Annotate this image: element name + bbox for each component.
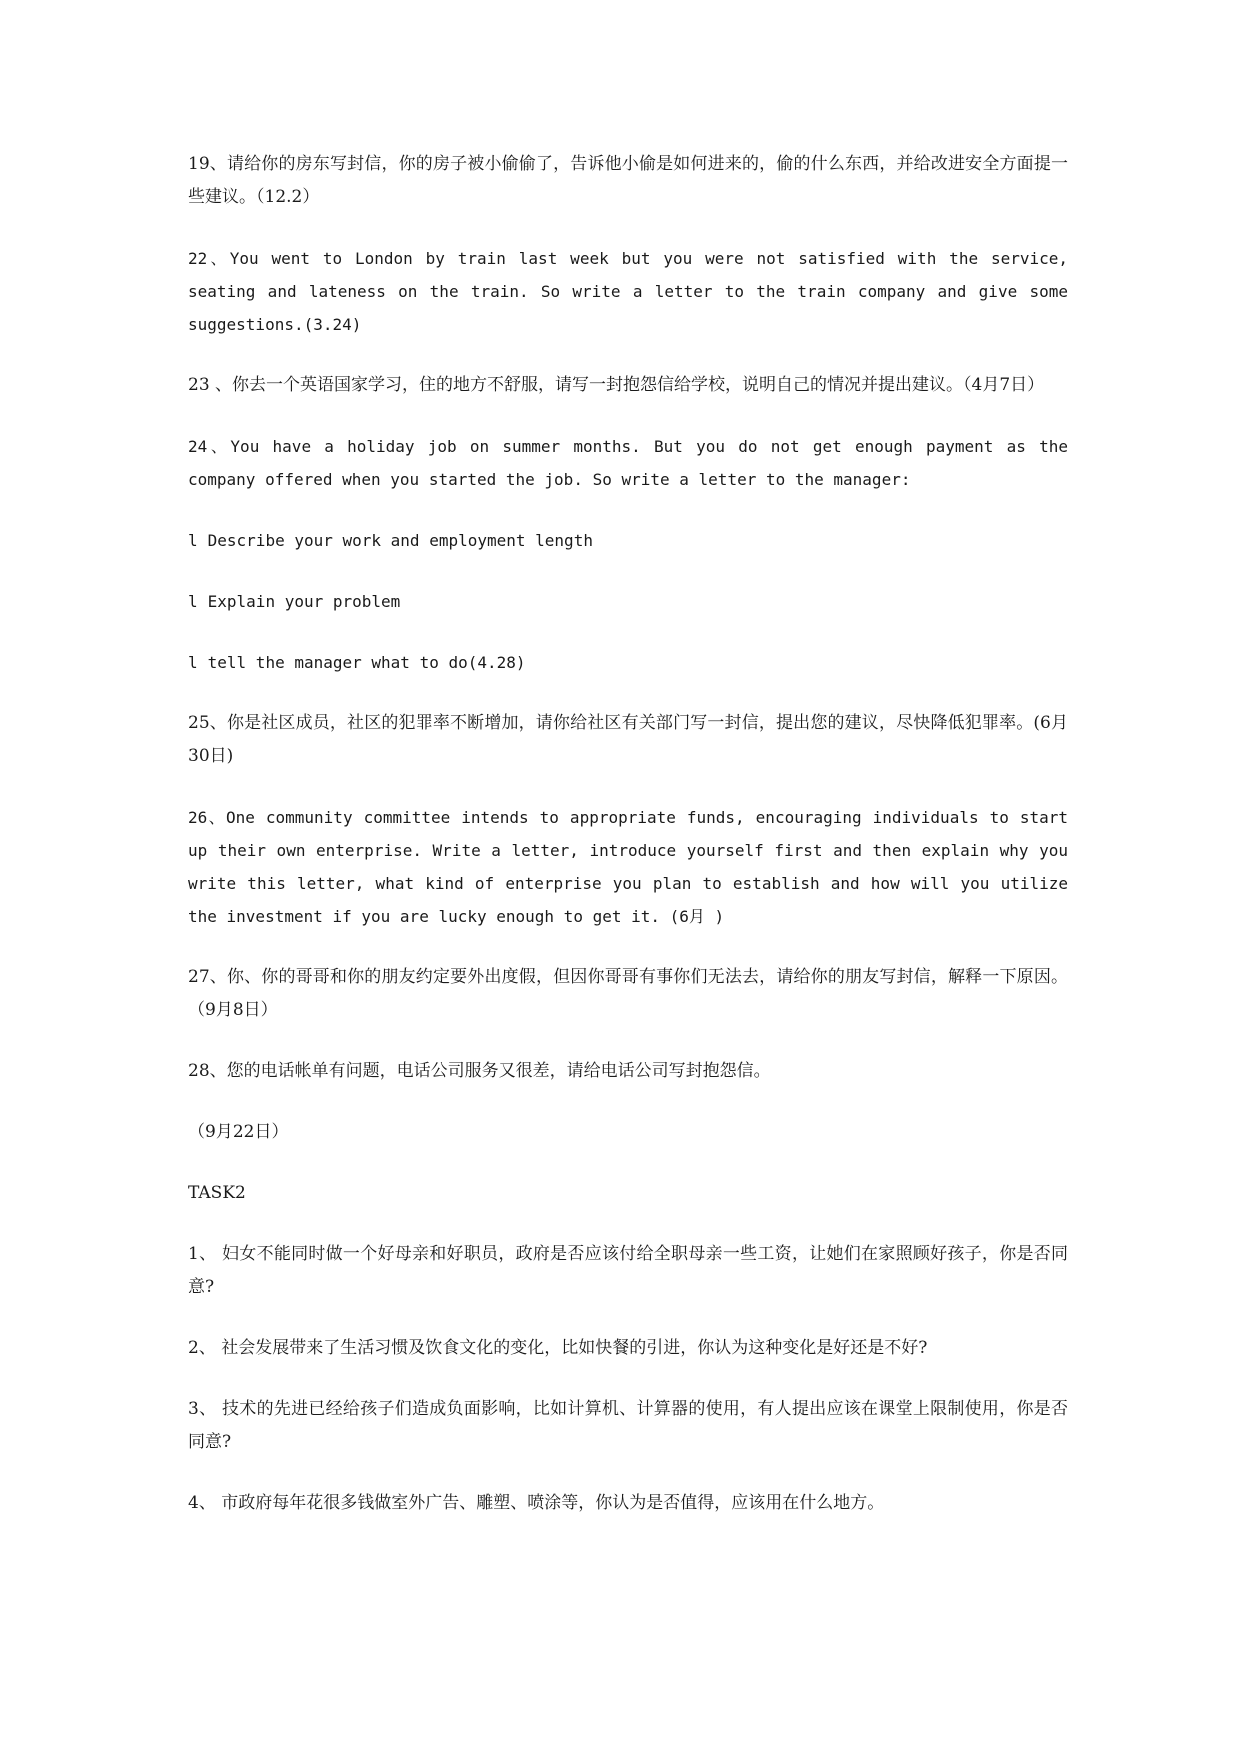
paragraph-q22: 22、You went to London by train last week but you were not satisfied with the service, seating and lateness on the train. So write a letter to the train company and give some suggestions.(3.24)	[188, 249, 1069, 334]
bullet-item	[188, 646, 1068, 679]
bullet-text: tell the manager what to do(4.28)	[207, 653, 526, 672]
paragraph-q27: 27、你、你的哥哥和你的朋友约定要外出度假，但因你哥哥有事你们无法去，请给你的朋友写封信，解释一下原因。（9月8日）	[188, 967, 1068, 1020]
paragraph-task2-1: 1、 妇女不能同时做一个好母亲和好职员，政府是否应该付给全职母亲一些工资，让她们在家照顾好孩子，你是否同意?	[188, 1244, 1068, 1297]
section-heading-task2: TASK2	[188, 1183, 246, 1203]
bullet-item	[188, 585, 1068, 618]
paragraph-q26: 26、One community committee intends to appropriate funds, encouraging individuals to start up their own enterprise. Write a letter, introduce yourself first and then explain why you write this letter, what kind of enterprise you plan to establish and how will you utilize the investment if you are lucky enough to get it. (6月 )	[188, 808, 1068, 926]
bullet-text: Describe your work and employment length	[207, 531, 593, 550]
bullet-marker: l	[188, 653, 198, 672]
bullet-text: Explain your problem	[207, 592, 401, 611]
paragraph-q28: 28、您的电话帐单有问题，电话公司服务又很差，请给电话公司写封抱怨信。	[188, 1061, 771, 1081]
paragraph-task2-4: 4、 市政府每年花很多钱做室外广告、雕塑、喷涂等，你认为是否值得，应该用在什么地方。	[188, 1493, 885, 1513]
paragraph-q19: 19、请给你的房东写封信，你的房子被小偷偷了，告诉他小偷是如何进来的，偷的什么东西，并给改进安全方面提一些建议。（12.2）	[188, 154, 1068, 207]
paragraph-q25: 25、你是社区成员，社区的犯罪率不断增加，请你给社区有关部门写一封信，提出您的建议，尽快降低犯罪率。(6月30日)	[188, 713, 1068, 766]
paragraph-q23: 23 、你去一个英语国家学习，住的地方不舒服，请写一封抱怨信给学校，说明自己的情况并提出建议。（4月7日）	[188, 375, 1045, 395]
bullet-marker: l	[188, 531, 198, 550]
paragraph-q28-date: （9月22日）	[188, 1122, 289, 1142]
bullet-item	[188, 524, 1068, 557]
paragraph-task2-3: 3、 技术的先进已经给孩子们造成负面影响，比如计算机、计算器的使用，有人提出应该在课堂上限制使用，你是否同意?	[188, 1399, 1068, 1452]
paragraph-task2-2: 2、 社会发展带来了生活习惯及饮食文化的变化，比如快餐的引进，你认为这种变化是好还是不好?	[188, 1338, 928, 1358]
document-page	[188, 148, 1068, 1548]
bullet-marker: l	[188, 592, 198, 611]
paragraph-q24: 24、You have a holiday job on summer months. But you do not get enough payment as the company offered when you started the job. So write a letter to the manager:	[188, 437, 1068, 489]
